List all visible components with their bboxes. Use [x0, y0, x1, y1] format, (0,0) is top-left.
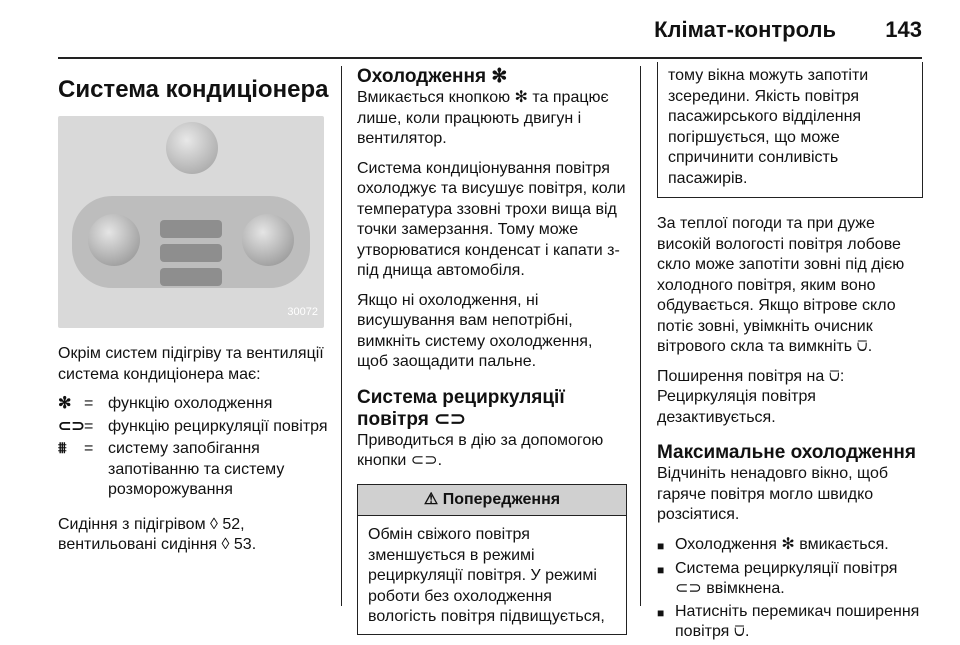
legend-list	[58, 394, 334, 501]
warning-title: ⚠ Попередження	[358, 485, 626, 517]
header-rule	[58, 57, 922, 59]
legend-equals: =	[84, 440, 94, 457]
legend-equals: =	[84, 395, 94, 412]
photo-code: 30072	[287, 305, 318, 318]
seats-reference: Сидіння з підігрівом ◊ 52, вентильовані сидіння ◊ 53.	[58, 515, 257, 553]
warning-text: Обмін свіжого повітря зменшується в режимі рециркуляції повітря. У режимі роботи без охолодження вологість повітря підвищується,	[368, 526, 605, 625]
legend-text: функцію рециркуляції повітря	[108, 417, 328, 435]
bullet-list	[657, 535, 923, 643]
panel-button	[160, 268, 222, 286]
column-2	[357, 66, 627, 635]
defrost-icon: ⩩	[58, 440, 67, 457]
section-heading-ac: Система кондиціонера	[58, 76, 329, 103]
paragraph: Якщо ні охолодження, ні висушування вам непотрібні, вимкніть систему охолодження, щоб заощадити пальне.	[357, 291, 593, 370]
bullet-square-icon: ■	[657, 605, 665, 620]
list-item-text: Натисніть перемикач поширення повітря ⩂.	[675, 602, 920, 640]
legend-item	[58, 417, 334, 438]
legend-text: функцію охолодження	[108, 395, 273, 412]
panel-button	[160, 220, 222, 238]
right-knob	[242, 214, 294, 266]
paragraph: Вмикається кнопкою ✻ та працює лише, коли працюють двигун і вентилятор.	[357, 89, 609, 147]
heading-cooling: Охолодження ✻	[357, 66, 508, 87]
paragraph: За теплої погоди та при дуже високій вологості повітря лобове скло може запотіти зовні під дією холодного повітря, яким воно обдувається. Якщо вітрове скло потіє зовні, увімкніть очисник вітрового скла та вимкніть ⩂.	[657, 215, 905, 355]
heading-max-cooling: Максимальне охолодження	[657, 442, 916, 463]
list-item	[657, 559, 923, 600]
top-knob	[166, 122, 218, 174]
warning-box	[357, 484, 627, 635]
column-3	[657, 66, 923, 645]
snowflake-icon: ✻	[58, 395, 72, 412]
legend-equals: =	[84, 417, 94, 435]
list-item	[657, 602, 923, 643]
page-number: 143	[885, 17, 922, 42]
page-header	[0, 0, 960, 50]
paragraph: Поширення повітря на ⩂: Рециркуляція повітря дезактивується.	[657, 367, 845, 426]
legend-item	[58, 394, 334, 415]
legend-text: систему запобігання запотіванню та систему розморожування	[108, 440, 285, 498]
list-item	[657, 535, 923, 557]
climate-panel-photo	[58, 116, 324, 328]
list-item-text: Система рециркуляції повітря ⊂⊃ ввімкнена.	[675, 559, 898, 597]
paragraph: Відчиніть ненадовго вікно, щоб гаряче повітря могло швидко розсіятися.	[657, 465, 889, 523]
paragraph: Приводиться в дію за допомогою кнопки ⊂⊃.	[357, 431, 604, 469]
heading-recirculation: Система рециркуляції повітря ⊂⊃	[357, 386, 565, 430]
legend-item	[58, 439, 334, 501]
recirculation-icon: ⊂⊃	[58, 417, 85, 435]
left-knob	[88, 214, 140, 266]
paragraph: Система кондиціонування повітря охолоджує та висушує повітря, коли температура ззовні трохи вища від точки замерзання. Тому може утворюватися конденсат і капати з-під днища автомобіля.	[357, 159, 626, 279]
list-item-text: Охолодження ✻ вмикається.	[675, 535, 889, 553]
intro-text: Окрім систем підігріву та вентиляції система кондиціонера має:	[58, 345, 324, 383]
column-separator	[640, 66, 641, 606]
bullet-square-icon: ■	[657, 538, 665, 553]
warning-continuation: тому вікна можуть запотіти зсередини. Якість повітря пасажирського відділення погіршується, що може спричинити сонливість пасажирів.	[657, 62, 923, 198]
panel-button	[160, 244, 222, 262]
chapter-title: Клімат-контроль	[654, 17, 836, 42]
bullet-square-icon: ■	[657, 562, 665, 577]
column-1	[58, 66, 334, 565]
column-separator	[341, 66, 342, 606]
